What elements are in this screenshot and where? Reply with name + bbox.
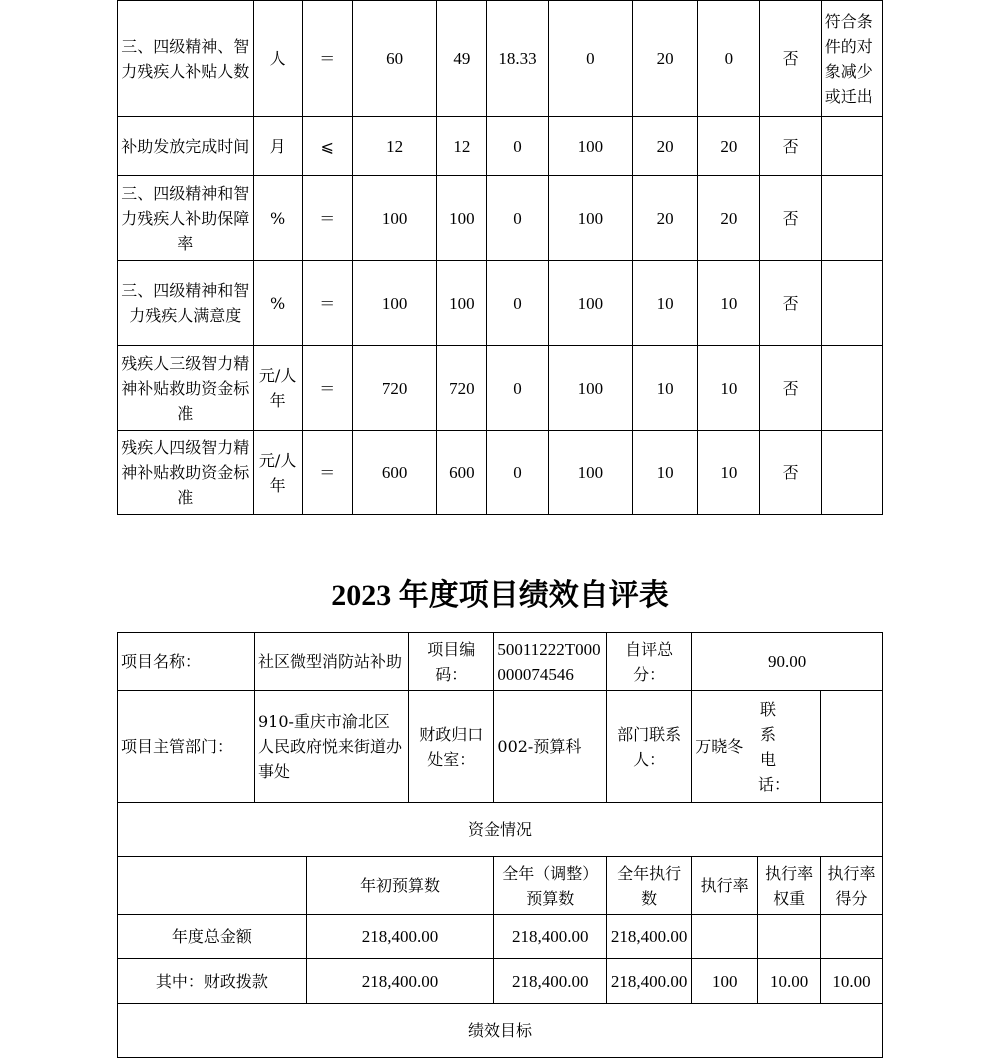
indicator-actual: 12 — [437, 117, 487, 176]
indicator-score-rate: 100 — [548, 346, 632, 431]
indicator-operator: ⩽ — [302, 117, 352, 176]
indicator-name: 补助发放完成时间 — [118, 117, 254, 176]
indicator-actual: 100 — [437, 261, 487, 346]
fund-executed: 218,400.00 — [607, 915, 692, 959]
indicator-flag: 否 — [760, 431, 821, 515]
indicator-operator: ＝ — [302, 346, 352, 431]
indicator-note — [821, 261, 882, 346]
indicator-target: 100 — [352, 176, 436, 261]
table-row — [118, 117, 883, 176]
indicator-weight: 10 — [632, 261, 697, 346]
indicator-target: 100 — [352, 261, 436, 346]
contact: 万晓冬 — [692, 691, 821, 803]
indicator-note — [821, 346, 882, 431]
indicator-unit: 元/人年 — [253, 431, 302, 515]
indicator-target: 600 — [352, 431, 436, 515]
indicator-deviation: 0 — [487, 346, 548, 431]
indicator-weight: 20 — [632, 1, 697, 117]
indicator-score-rate: 100 — [548, 431, 632, 515]
indicator-unit: 月 — [253, 117, 302, 176]
project-code-label: 项目编码： — [409, 633, 494, 691]
fund-score: 10.00 — [821, 959, 883, 1004]
indicator-name: 三、四级精神和智力残疾人补助保障率 — [118, 176, 254, 261]
indicator-weight: 10 — [632, 346, 697, 431]
indicator-score-rate: 100 — [548, 117, 632, 176]
indicator-target: 720 — [352, 346, 436, 431]
fund-row-label: 年度总金额 — [118, 915, 307, 959]
fund-header: 年初预算数 — [306, 857, 494, 915]
table-row — [118, 1004, 883, 1058]
indicator-unit: % — [253, 261, 302, 346]
dept: 910-重庆市渝北区人民政府悦来街道办事处 — [254, 691, 408, 803]
self-score-label: 自评总分： — [607, 633, 692, 691]
table-row — [118, 261, 883, 346]
indicator-score: 20 — [698, 176, 760, 261]
phone-cell — [758, 691, 883, 803]
self-evaluation-table — [117, 632, 883, 1058]
fund-adjusted: 218,400.00 — [494, 959, 607, 1004]
fund-initial: 218,400.00 — [306, 959, 494, 1004]
indicator-weight: 10 — [632, 431, 697, 515]
table-row — [118, 803, 883, 857]
indicator-actual: 600 — [437, 431, 487, 515]
self-score: 90.00 — [692, 633, 883, 691]
fund-initial: 218,400.00 — [306, 915, 494, 959]
indicator-note — [821, 431, 882, 515]
indicator-name: 三、四级精神和智力残疾人满意度 — [118, 261, 254, 346]
fund-rate: 100 — [692, 959, 758, 1004]
indicator-deviation: 0 — [487, 176, 548, 261]
indicator-unit: 元/人年 — [253, 346, 302, 431]
indicator-operator: ＝ — [302, 176, 352, 261]
indicator-note: 符合条件的对象减少或迁出 — [821, 1, 882, 117]
fund-score — [821, 915, 883, 959]
table-row — [118, 691, 883, 803]
indicator-operator: ＝ — [302, 1, 352, 117]
fund-executed: 218,400.00 — [607, 959, 692, 1004]
indicator-note — [821, 117, 882, 176]
indicator-flag: 否 — [760, 117, 821, 176]
finance-office: 002-预算科 — [494, 691, 607, 803]
page-title: 2023 年度项目绩效自评表 — [331, 579, 669, 612]
dept-label: 项目主管部门： — [118, 691, 255, 803]
indicator-score-rate: 100 — [548, 176, 632, 261]
indicator-target: 12 — [352, 117, 436, 176]
fund-rate — [692, 915, 758, 959]
goal-section-title: 绩效目标 — [118, 1004, 883, 1058]
project-code: 50011222T000000074546 — [494, 633, 607, 691]
indicator-name: 残疾人四级智力精神补贴救助资金标准 — [118, 431, 254, 515]
table-row — [118, 633, 883, 691]
table-row — [118, 1, 883, 117]
indicator-note — [821, 176, 882, 261]
indicator-score: 0 — [698, 1, 760, 117]
fund-header: 全年（调整）预算数 — [494, 857, 607, 915]
table-row — [118, 176, 883, 261]
indicator-actual: 720 — [437, 346, 487, 431]
indicator-flag: 否 — [760, 1, 821, 117]
fund-adjusted: 218,400.00 — [494, 915, 607, 959]
phone-label: 联系电话： — [758, 699, 791, 794]
fund-weight — [758, 915, 821, 959]
fund-row-label: 其中：财政拨款 — [118, 959, 307, 1004]
indicator-flag: 否 — [760, 176, 821, 261]
indicator-score: 10 — [698, 261, 760, 346]
table-row — [118, 346, 883, 431]
indicator-score: 10 — [698, 346, 760, 431]
indicator-score-rate: 100 — [548, 261, 632, 346]
indicator-score: 20 — [698, 117, 760, 176]
fund-header: 全年执行数 — [607, 857, 692, 915]
table-row — [118, 959, 883, 1004]
indicator-actual: 100 — [437, 176, 487, 261]
fund-header: 执行率权重 — [758, 857, 821, 915]
indicator-table — [117, 0, 883, 515]
fund-header: 执行率得分 — [821, 857, 883, 915]
fund-weight: 10.00 — [758, 959, 821, 1004]
indicator-operator: ＝ — [302, 261, 352, 346]
indicator-deviation: 18.33 — [487, 1, 548, 117]
indicator-score: 10 — [698, 431, 760, 515]
indicator-name: 残疾人三级智力精神补贴救助资金标准 — [118, 346, 254, 431]
fund-header-blank — [118, 857, 307, 915]
indicator-flag: 否 — [760, 346, 821, 431]
indicator-score-rate: 0 — [548, 1, 632, 117]
indicator-target: 60 — [352, 1, 436, 117]
fund-section-title: 资金情况 — [118, 803, 883, 857]
indicator-unit: % — [253, 176, 302, 261]
indicator-name: 三、四级精神、智力残疾人补贴人数 — [118, 1, 254, 117]
table-row — [118, 915, 883, 959]
table-row — [118, 857, 883, 915]
indicator-weight: 20 — [632, 176, 697, 261]
fund-header: 执行率 — [692, 857, 758, 915]
project-name: 社区微型消防站补助 — [254, 633, 408, 691]
indicator-actual: 49 — [437, 1, 487, 117]
contact-label: 部门联系人： — [607, 691, 692, 803]
finance-office-label: 财政归口处室： — [409, 691, 494, 803]
indicator-flag: 否 — [760, 261, 821, 346]
indicator-deviation: 0 — [487, 431, 548, 515]
project-name-label: 项目名称： — [118, 633, 255, 691]
indicator-weight: 20 — [632, 117, 697, 176]
table-row — [118, 431, 883, 515]
indicator-operator: ＝ — [302, 431, 352, 515]
indicator-unit: 人 — [253, 1, 302, 117]
indicator-deviation: 0 — [487, 117, 548, 176]
indicator-deviation: 0 — [487, 261, 548, 346]
